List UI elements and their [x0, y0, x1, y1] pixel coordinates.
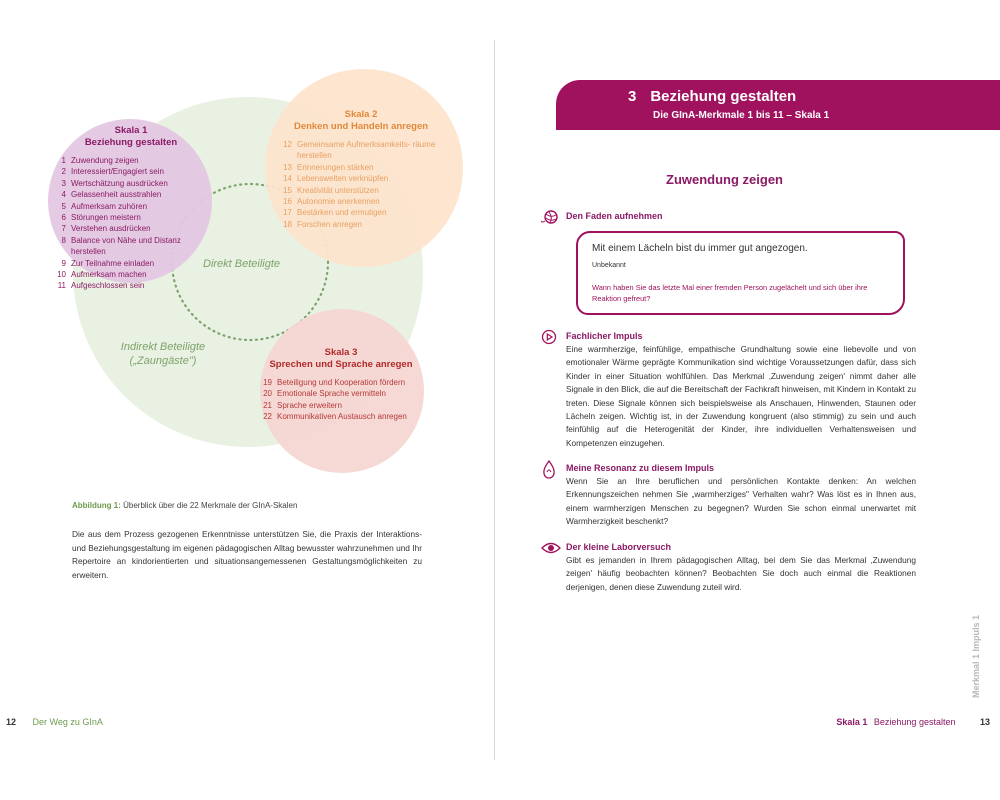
skala3-list	[256, 377, 426, 423]
right-page	[496, 0, 1000, 800]
merkmal-item: 10 Aufmerksam machen	[57, 270, 147, 280]
quote-text: Mit einem Lächeln bist du immer gut angezogen.	[592, 243, 808, 254]
right-footer	[836, 717, 990, 727]
skala1-title: Skala 1 Beziehung gestalten	[84, 125, 178, 148]
merkmal-item: 15 Kreativität unterstützen	[283, 185, 379, 195]
skala2-title: Skala 2 Denken und Handeln anregen	[293, 109, 429, 132]
skala3-title: Skala 3 Sprechen und Sprache anregen	[269, 347, 413, 370]
merkmal-item: 7 Verstehen ausdrücken	[61, 224, 151, 234]
chapter-title: 3 Beziehung gestalten	[628, 88, 797, 105]
merkmal-item: 18 Forschen anregen	[283, 219, 362, 229]
play-icon	[541, 329, 557, 345]
section-heading-labor: Der kleine Laborversuch	[566, 542, 672, 552]
skala1-list	[56, 155, 206, 292]
gina-scales-diagram	[0, 0, 495, 480]
page-number: 13	[979, 717, 990, 727]
section-heading-faden: Den Faden aufnehmen	[566, 211, 663, 221]
caption-text: Überblick über die 22 Merkmale der GInA-Skalen	[123, 501, 298, 510]
merkmal-item: 12 Gemeinsame Aufmerksamkeits- räume herstellen	[283, 140, 436, 161]
yarn-ball-icon	[541, 209, 561, 225]
skala2-list	[276, 139, 446, 230]
quote-question: Wann haben Sie das letzte Mal einer fremden Person zugelächelt und sich über ihre Reaktion gefreut?	[592, 283, 868, 303]
skala2-block	[276, 109, 446, 230]
merkmal-item: 2 Interessiert/Engagiert sein	[61, 167, 164, 177]
merkmal-item: 19 Beteiligung und Kooperation fördern	[263, 378, 406, 387]
section-body-impuls: Eine warmherzige, feinfühlige, empathische Grundhaltung sowie eine liebevolle und von emotionaler Wärme geprägte Kommunikation sind wichtige Voraussetzungen dafür, dass sich Kinder in einer Situation wohlfühlen. Das Merkmal ‚Zuwendung zeigen' nimmt daher alle Signale in den Blick, die auf die Bereitschaft der Fachkraft hinweisen, mit Kindern in Kontakt zu treten. Diese Signale können sich beispielsweise als Anschauen, Hinwenden, Staunen oder Lächeln zeigen. Wichtig ist, in der Zuwendung kongruent (also stimmig) zu sein und auch feinfühlig auf die Heterogenität der Kinder, ihre individuellen Verhaltensweisen und Kompetenzen einzugehen.	[566, 344, 916, 448]
merkmal-item: 11 Aufgeschlossen sein	[57, 281, 145, 291]
section-heading-impuls: Fachlicher Impuls	[566, 331, 643, 341]
merkmal-item: 8 Balance von Nähe und Distanz herstellen	[61, 235, 181, 257]
merkmal-item: 6 Störungen meistern	[61, 213, 141, 223]
chapter-number: 3	[628, 88, 637, 105]
left-page	[0, 0, 495, 800]
direkt-beteiligte-label: Direkt Beteiligte	[203, 258, 281, 270]
left-body-paragraph: Die aus dem Prozess gezogenen Erkenntnisse unterstützen Sie, die Praxis der Interaktions- und Beziehungsgestaltung im eigenen pädagogischen Alltag bewusster wahrzunehmen und Ihr Repertoire an kindorientierten und situationsangemessenen Gestaltungsmöglichkeiten zu erweitern.	[72, 529, 422, 580]
merkmal-item: 4 Gelassenheit ausstrahlen	[61, 190, 162, 200]
left-footer	[6, 717, 103, 727]
side-tab	[971, 598, 985, 698]
section-body-labor: Gibt es jemanden in Ihrem pädagogischen Alltag, bei dem Sie das Merkmal ‚Zuwendung zeigen' häufig beobachten können? Beobachten Sie doch auch einmal die Reaktionen derjenigen, denen diese Zuwendung zuteil wird.	[566, 555, 916, 592]
skala3-block	[256, 347, 426, 423]
chapter-header	[556, 80, 1000, 130]
merkmal-title: Zuwendung zeigen	[666, 172, 783, 187]
drop-icon	[541, 460, 557, 480]
merkmal-item: 9 Zur Teilnahme einladen	[61, 258, 155, 268]
merkmal-item: 16 Autonomie anerkennen	[283, 197, 380, 207]
merkmal-item: 17 Bestärken und ermutigen	[283, 208, 387, 218]
quote-author: Unbekannt	[592, 262, 626, 269]
merkmal-item: 13 Erinnerungen stärken	[283, 162, 374, 172]
page-number: 12	[6, 717, 17, 727]
merkmal-item: 1 Zuwendung zeigen	[61, 156, 139, 165]
merkmal-item: 20 Emotionale Sprache vermitteln	[263, 389, 386, 399]
section-body-resonanz: Wenn Sie an Ihre beruflichen und persönlichen Kontakte denken: An welchen Erkennungszeichen nehmen Sie „warmherziges" Verhalten wahr? Was löst es in Ihnen aus, einem warmherzigen Menschen zu begegnen? Wurden Sie schon einmal unerwartet mit Warmherzigkeit beschenkt?	[566, 476, 916, 527]
merkmal-item: 5 Aufmerksam zuhören	[61, 201, 148, 211]
caption-label: Abbildung 1:	[72, 501, 121, 510]
merkmal-item: 22 Kommunikativen Austausch anregen	[263, 412, 407, 422]
indirekt-beteiligte-label: Indirekt Beteiligte („Zaungäste")	[120, 341, 206, 367]
merkmal-item: 21 Sprache erweitern	[263, 400, 342, 410]
footer-title: Beziehung gestalten	[873, 717, 956, 727]
page-gutter	[494, 40, 495, 760]
side-tab-label: Merkmal 1 Impuls 1	[971, 614, 981, 698]
merkmal-item: 3 Wertschätzung ausdrücken	[61, 178, 168, 188]
chapter-subtitle: Die GInA-Merkmale 1 bis 11 – Skala 1	[653, 110, 830, 121]
footer-skala: Skala 1	[836, 717, 868, 727]
figure-caption	[72, 501, 297, 510]
quote-box	[576, 231, 905, 315]
skala1-block	[56, 125, 206, 292]
eye-icon	[541, 541, 561, 555]
section-heading-resonanz: Meine Resonanz zu diesem Impuls	[566, 463, 715, 473]
footer-title: Der Weg zu GInA	[32, 717, 103, 727]
merkmal-item: 14 Lebenswelten verknüpfen	[283, 174, 389, 184]
